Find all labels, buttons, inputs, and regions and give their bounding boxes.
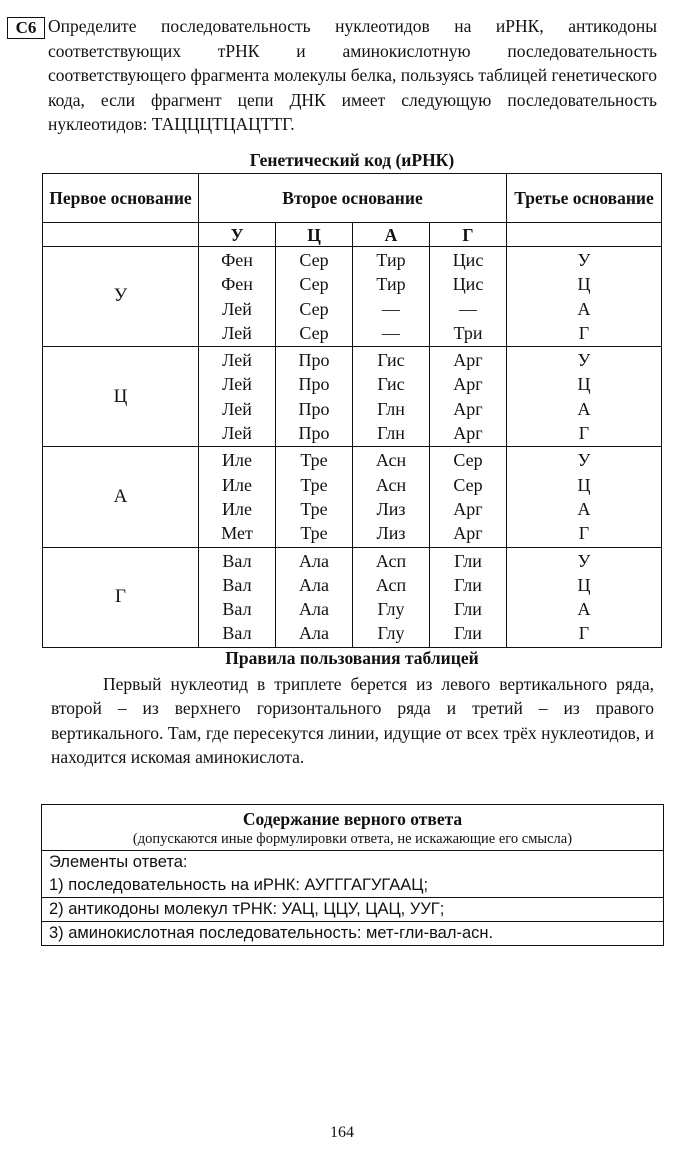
page-number: 164	[330, 1124, 354, 1141]
empty-cell	[43, 223, 199, 247]
amino-acid-cell: Иле Иле Иле Мет	[199, 447, 276, 547]
question-text: Определите последовательность нуклеотидов на иРНК, антикодоны соответствующих тРНК и аминокислотную последовательность соответствующего фрагмента молекулы белка, пользуясь таблицей генетического кода, если фрагмент цепи ДНК имеет следующую последовательность нуклеотидов: ТАЦЦЦТЦАЦТТГ.	[48, 16, 657, 134]
second-base-a: А	[353, 223, 430, 247]
answer-title: Содержание верного ответа	[242, 809, 463, 829]
amino-acid-cell: Сер Сер Арг Арг	[430, 447, 507, 547]
empty-cell	[507, 223, 662, 247]
amino-acid-cell: Тре Тре Тре Тре	[276, 447, 353, 547]
rules-title: Правила пользования таблицей	[225, 648, 479, 668]
rules-body: Первый нуклеотид в триплете берется из левого вертикального ряда, второй – из верхнего горизонтального ряда и третий – из правого вертикального. Там, где пересекутся линии, идущие от всех трёх нуклеотидов, и находится искомая аминокислота.	[51, 674, 654, 768]
amino-acid-cell: Асн Асн Лиз Лиз	[353, 447, 430, 547]
rules-text	[51, 672, 654, 770]
amino-acid-cell: Сер Сер Сер Сер	[276, 247, 353, 347]
table-body	[43, 247, 662, 648]
header-first-base: Первое основание	[43, 174, 199, 223]
header-second-base: Второе основание	[199, 174, 507, 223]
amino-acid-cell: Гис Гис Глн Глн	[353, 347, 430, 447]
amino-acid-cell: Асп Асп Глу Глу	[353, 547, 430, 647]
answer-item: 2) антикодоны молекул тРНК: УАЦ, ЦЦУ, ЦАЦ, УУГ;	[42, 898, 663, 922]
first-base-cell: А	[43, 447, 199, 547]
answer-item: 3) аминокислотная последовательность: мет-гли-вал-асн.	[49, 924, 494, 942]
answer-box	[41, 804, 664, 946]
amino-acid-cell: Лей Лей Лей Лей	[199, 347, 276, 447]
amino-acid-cell: Про Про Про Про	[276, 347, 353, 447]
second-base-u: У	[199, 223, 276, 247]
codon-group-row	[43, 547, 662, 647]
answer-elements-label: Элементы ответа:	[49, 853, 188, 871]
third-base-cell: У Ц А Г	[507, 547, 662, 647]
question-label: С6	[7, 17, 45, 39]
codon-group-row	[43, 447, 662, 547]
third-base-cell: У Ц А Г	[507, 247, 662, 347]
answer-item: 1) последовательность на иРНК: АУГГГАГУГААЦ;	[42, 874, 663, 898]
amino-acid-cell: Тир Тир — —	[353, 247, 430, 347]
amino-acid-cell: Гли Гли Гли Гли	[430, 547, 507, 647]
first-base-cell: У	[43, 247, 199, 347]
genetic-code-table	[42, 173, 662, 648]
first-base-cell: Ц	[43, 347, 199, 447]
amino-acid-cell: Фен Фен Лей Лей	[199, 247, 276, 347]
codon-group-row	[43, 247, 662, 347]
amino-acid-cell: Цис Цис — Три	[430, 247, 507, 347]
amino-acid-cell: Вал Вал Вал Вал	[199, 547, 276, 647]
codon-group-row	[43, 347, 662, 447]
second-base-g: Г	[430, 223, 507, 247]
table-title: Генетический код (иРНК)	[249, 150, 455, 170]
header-third-base: Третье основание	[507, 174, 662, 223]
amino-acid-cell: Ала Ала Ала Ала	[276, 547, 353, 647]
amino-acid-cell: Арг Арг Арг Арг	[430, 347, 507, 447]
answer-header	[42, 805, 663, 851]
second-base-c: Ц	[276, 223, 353, 247]
answer-subtitle: (допускаются иные формулировки ответа, не искажающие его смысла)	[132, 831, 573, 847]
third-base-cell: У Ц А Г	[507, 447, 662, 547]
third-base-cell: У Ц А Г	[507, 347, 662, 447]
first-base-cell: Г	[43, 547, 199, 647]
